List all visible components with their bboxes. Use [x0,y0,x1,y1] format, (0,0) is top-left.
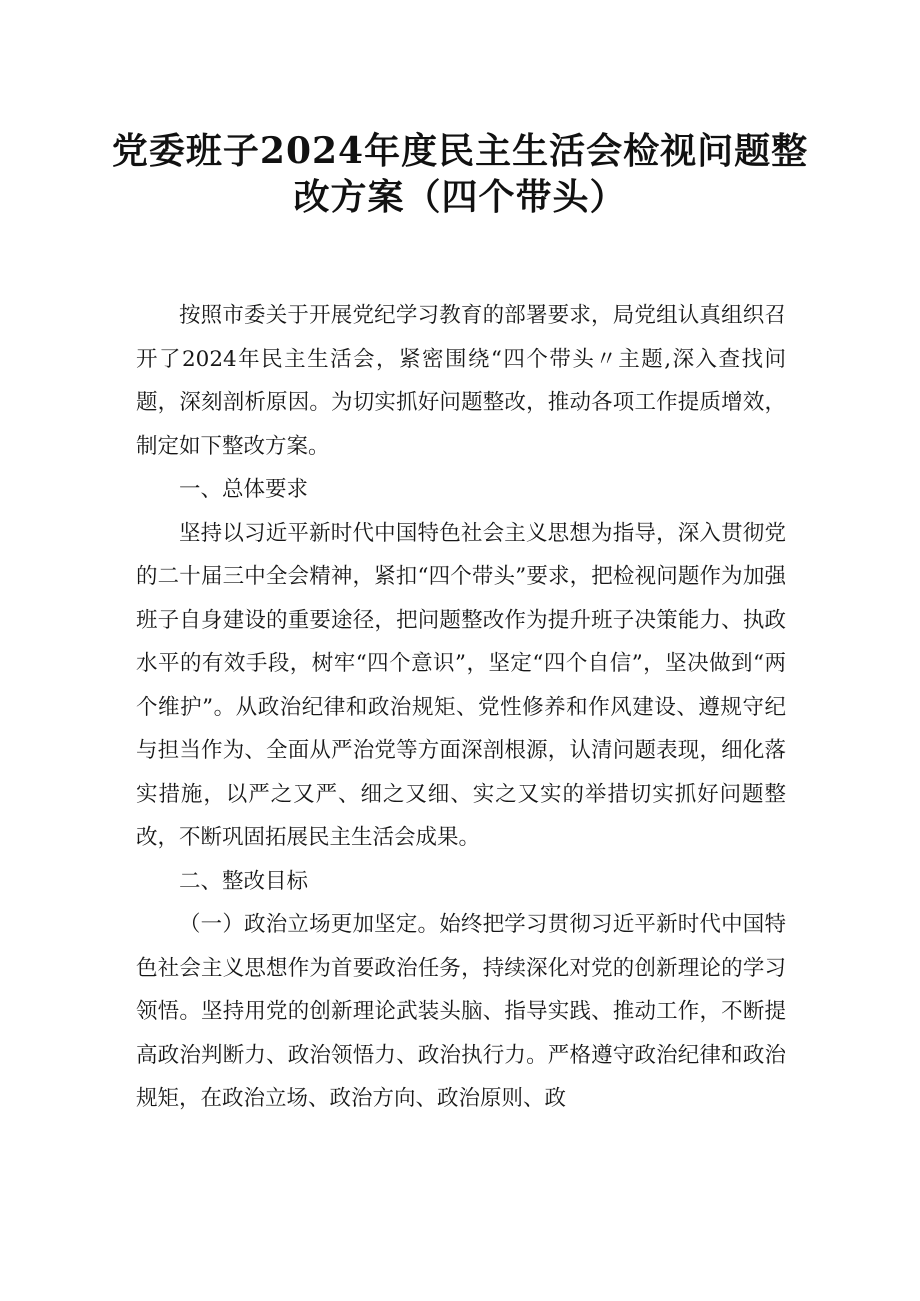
title-line-1: 党委班子2024年度民主生活会检视问题整 [111,130,809,172]
document-title [110,128,810,220]
intro-paragraph: 按照市委关于开展党纪学习教育的部署要求，局党组认真组织召开了2024年民主生活会，紧密围绕“四个带头〃主题,深入查找问题，深刻剖析原因。为切实抓好问题整改，推动各项工作提质增效，制定如下整改方案。 [136,303,786,459]
title-line-2: 改方案（四个带头） [293,176,627,218]
goal-item-1-paragraph: （一）政治立场更加坚定。始终把学习贯彻习近平新时代中国特色社会主义思想作为首要政治任务，持续深化对党的创新理论的学习领悟。坚持用党的创新理论武装头脑、指导实践、推动工作，不断提高政治判断力、政治领悟力、政治执行力。严格遵守政治纪律和政治规矩，在政治立场、政治方向、政治原则、政 [136,912,786,1111]
general-requirements-paragraph: 坚持以习近平新时代中国特色社会主义思想为指导，深入贯彻党的二十届三中全会精神，紧扣“四个带头”要求，把检视问题作为加强班子自身建设的重要途径，把问题整改作为提升班子决策能力、执政水平的有效手段，树牢“四个意识”，坚定“四个自信”，坚决做到“两个维护”。从政治纪律和政治规矩、党性修养和作风建设、遵规守纪与担当作为、全面从严治党等方面深剖根源，认清问题表现，细化落实措施，以严之又严、细之又细、实之又实的举措切实抓好问题整改，不断巩固拓展民主生活会成果。 [136,520,786,850]
section-heading-general-requirements: 一、总体要求 [179,477,309,502]
section-heading-rectification-goals: 二、整改目标 [179,868,309,894]
document-body [136,294,786,1121]
